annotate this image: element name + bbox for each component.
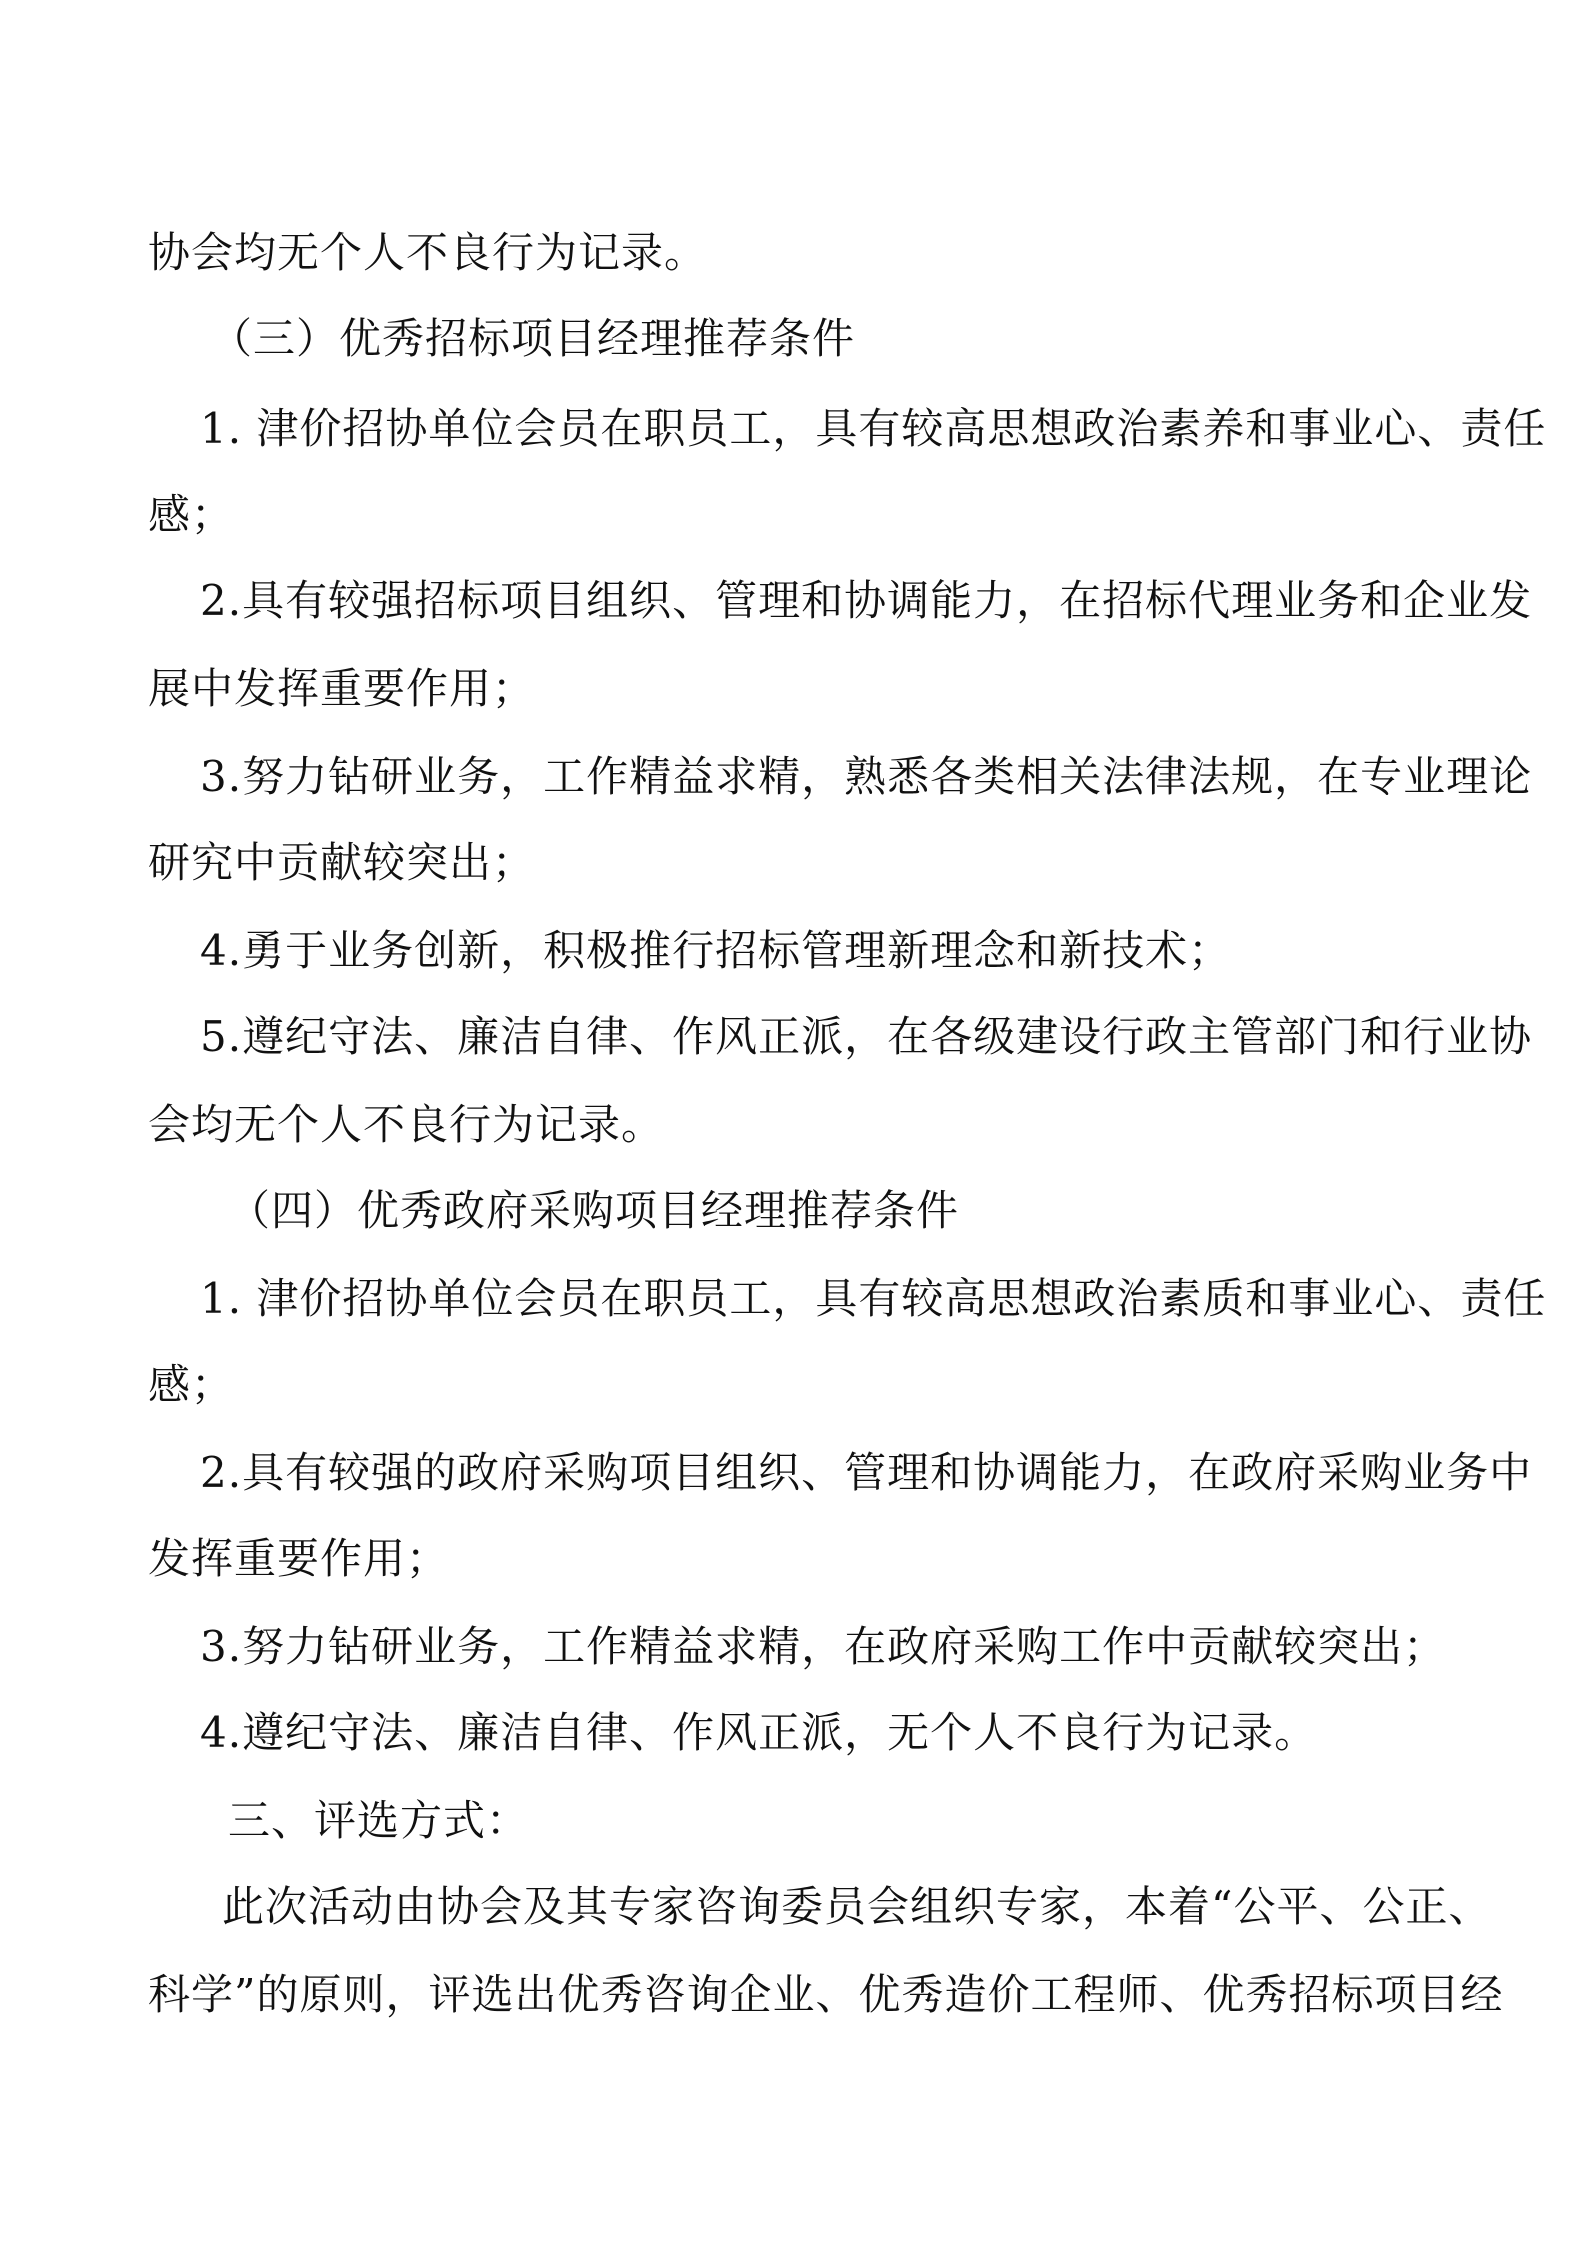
section-heading-three: 三、评选方式： bbox=[228, 1796, 530, 1845]
paragraph-line-21: 科学”的原则，评选出优秀咨询企业、优秀造价工程师、优秀招标项目经 bbox=[148, 1970, 1504, 2019]
paragraph-line-7: 3.努力钻研业务，工作精益求精，熟悉各类相关法律法规，在专业理论 bbox=[200, 752, 1533, 801]
paragraph-line-6: 展中发挥重要作用； bbox=[148, 664, 536, 713]
paragraph-line-14: 感； bbox=[148, 1360, 235, 1409]
paragraph-line-8: 研究中贡献较突出； bbox=[148, 838, 536, 887]
section-heading-4: （四）优秀政府采购项目经理推荐条件 bbox=[228, 1186, 960, 1235]
paragraph-line-3: 1. 津价招协单位会员在职员工，具有较高思想政治素养和事业心、责任 bbox=[200, 404, 1547, 453]
paragraph-line-13: 1. 津价招协单位会员在职员工，具有较高思想政治素质和事业心、责任 bbox=[200, 1274, 1547, 1323]
paragraph-line-18: 4.遵纪守法、廉洁自律、作风正派，无个人不良行为记录。 bbox=[200, 1708, 1318, 1757]
paragraph-line-20: 此次活动由协会及其专家咨询委员会组织专家，本着“公平、公正、 bbox=[222, 1882, 1492, 1931]
section-heading-3: （三）优秀招标项目经理推荐条件 bbox=[210, 314, 856, 363]
paragraph-line-1: 协会均无个人不良行为记录。 bbox=[148, 228, 708, 277]
paragraph-line-5: 2.具有较强招标项目组织、管理和协调能力，在招标代理业务和企业发 bbox=[200, 576, 1533, 625]
paragraph-line-10: 5.遵纪守法、廉洁自律、作风正派，在各级建设行政主管部门和行业协 bbox=[200, 1012, 1533, 1061]
paragraph-line-16: 发挥重要作用； bbox=[148, 1534, 450, 1583]
paragraph-line-17: 3.努力钻研业务，工作精益求精，在政府采购工作中贡献较突出； bbox=[200, 1622, 1447, 1671]
paragraph-line-11: 会均无个人不良行为记录。 bbox=[148, 1100, 665, 1149]
paragraph-line-4: 感； bbox=[148, 490, 235, 539]
paragraph-line-9: 4.勇于业务创新，积极推行招标管理新理念和新技术； bbox=[200, 926, 1232, 975]
paragraph-line-15: 2.具有较强的政府采购项目组织、管理和协调能力，在政府采购业务中 bbox=[200, 1448, 1533, 1497]
